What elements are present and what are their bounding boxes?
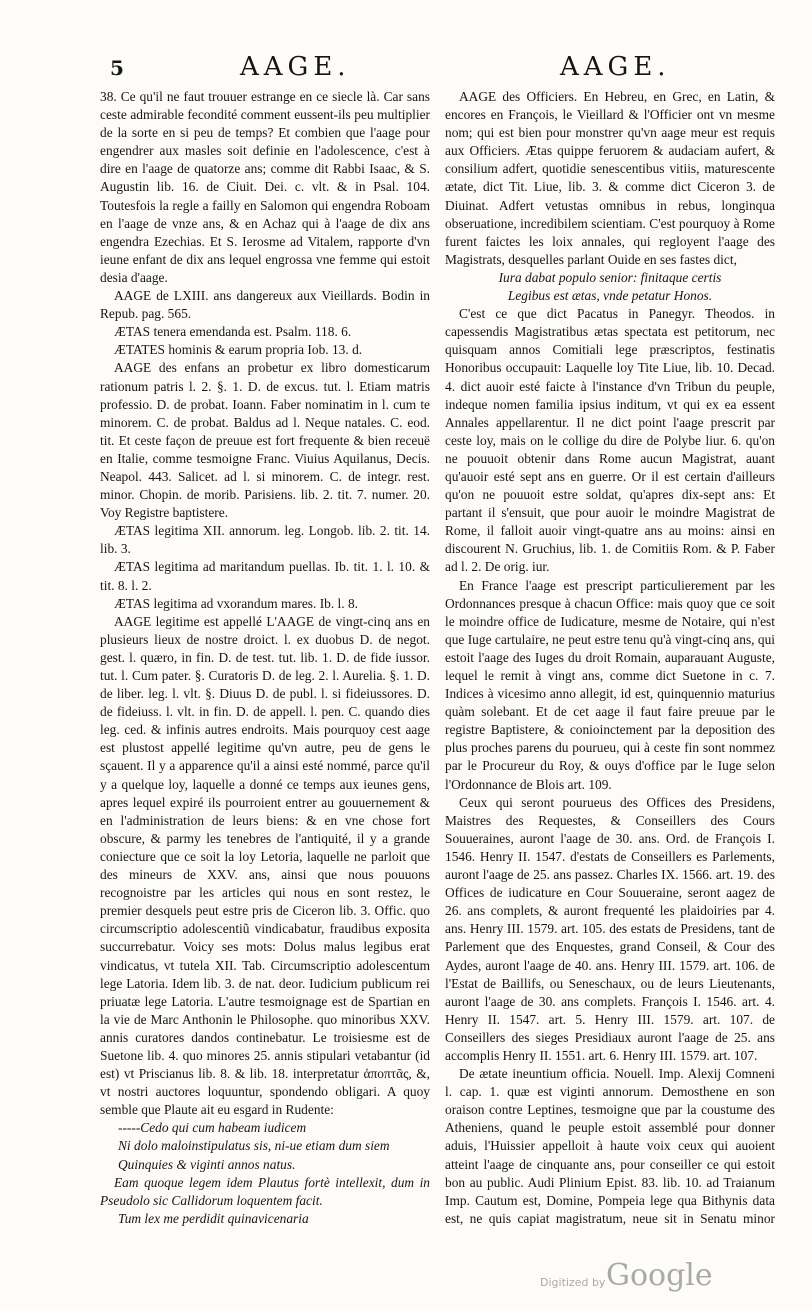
paragraph: AAGE des Officiers. En Hebreu, en Grec, en Latin, & encores en François, le Vieillard & l'Officier ont vn mesme nom; qui est bien pour monstrer qu'vn aage meur est requis aux Officiers. Ætas quippe feruorem & audaciam aufert, & consilium adfert, quotidie senescentibus vitiis, maturescente ætate, dict Tit. Liue, lib. 3. & comme dict Ciceron 3. de Diuinat. Adfert vetustas omnibus in rebus, longinqua obseruatione, incredibilem scientiam. C'est pourquoy à Rome furent faictes les loix annales, qui regloyent l'aage des Magistrats, desquelles parlant Ouide en ses fastes dict, [445,89,775,267]
verse-line: Tum lex me perdidit quinavicenaria [118,1210,309,1226]
left-column [100,88,430,1228]
watermark-prefix: Digitized by [540,1276,606,1289]
paragraph: ÆTAS legitima XII. annorum. leg. Longob. lib. 2. tit. 14. lib. 3. [100,523,430,557]
paragraph: Ceux qui seront pourueus des Offices des Presidens, Maistres des Requestes, & Conseillers des Cours Souueraines, auront l'aage de 30. ans. Ord. de François I. 1546. Henry II. 1547. d'estats de Conseillers es Parlements, auront l'aage de 25. ans passez. Charles IX. 1566. art. 19. des Offices de iudicature en Cour Souueraine, seront aagez de 26. ans complets, & auront frequenté les plaidoiries par 4. ans. Henry III. 1579. art. 105. des estats de Presidens, tant de Parlement que des Enquestes, grand Conseil, & Cour des Aydes, auront l'aage de 40. ans. Henry III. 1579. art. 106. de l'Estat de Baillifs, ou Seneschaux, ou de leurs Lieutenants, auront l'aage de 30. ans complets. François I. 1546. art. 4. Henry II. 1547. art. 5. Henry III. 1579. art. 107. de Conseillers des sieges Presidiaux auront l'aage de 25. ans accomplis Henry II. 1551. art. 6. Henry III. 1579. art. 107. [445,794,775,1063]
verse-line: -----Cedo qui cum habeam iudicem [118,1120,307,1136]
paragraph: De ætate ineuntium officia. Nouell. Imp. Alexij Comneni l. cap. 1. quæ est viginti annorum. Demosthene en son oraison contre Leptines, tesmoigne que par la coustume des Atheniens, quand le peuple estoit assemblé pour donner aduis, l'Huissier appelloit à haute voix ceux qui auoient atteint l'aage de cinquante ans, pour conseiller ce qui estoit bon au public. Audi Plinium Epist. 83. lib. 10. ad Traianum Imp. Cautum est, Domine, Pompeia lege qua Bithynis data est, ne quis capiat magistratum, neue sit in Senatu minor [445,1066,775,1226]
verse-line: Ni dolo maloinstipulatus sis, ni-ue etiam dum siem [118,1138,390,1154]
right-column [445,88,775,1228]
paragraph: AAGE de LXIII. ans dangereux aux Vieillards. Bodin in Repub. pag. 565. [100,288,430,322]
running-title-right: AAGE. [560,52,671,82]
verse-line: Iura dabat populo senior: finitaque certis [498,269,722,285]
running-header [0,42,812,90]
google-logo: Google [606,1258,713,1293]
verse-note: Eam quoque legem idem Plautus fortè intellexit, dum in Pseudolo sic Callidorum loquentem facit. [100,1174,430,1208]
paragraph: 38. Ce qu'il ne faut trouuer estrange en ce siecle là. Car sans ceste admirable fecondité comment eussent-ils peu multiplier de la sorte en si peu de temps? Et combien que l'aage pour engendrer aux masles soit definie en l'adolescence, c'est à dire en l'aage de quatorze ans; comme dit Rabbi Isaac, & S. Augustin lib. 16. de Ciuit. Dei. c. vlt. & in Psal. 104. Toutesfois la regle a failly en Salomon qui engendra Roboam en l'aage de vnze ans, & en Achaz qui à l'aage de dix ans engendra Ezechias. Et S. Ierosme ad Vitalem, rapporte d'vn ieune enfant de dix ans lequel engrossa vne femme qui estoit desia d'aage. [100,89,430,285]
paragraph: ÆTAS legitima ad maritandum puellas. Ib. tit. 1. l. 10. & tit. 8. l. 2. [100,559,430,593]
paragraph: AAGE des enfans an probetur ex libro domesticarum rationum patris l. 2. §. 1. D. de excus. tut. l. Etiam matris professio. D. de probat. Ioann. Faber nominatim in l. cum te minorem. C. de probat. Baldus ad l. Neque natales. C. eod. tit. Et ceste façon de preuue est fort frequente & bien receuë en Italie, comme tesmoigne Franc. Viuius Aquilanus, Decis. Neapol. 443. Salicet. ad l. si minorem. C. de integr. rest. minor. Chopin. de morib. Parisiens. lib. 2. tit. 7. numer. 20. Voy Registre baptistere. [100,360,430,521]
verse-line: Quinquies & viginti annos natus. [118,1156,296,1172]
paragraph: En France l'aage est prescript particulierement par les Ordonnances presque à chacun Office: mais quoy que ce soit le moindre office de Iudicature, mesme de Notaire, qui n'est que Iuge cartulaire, ne peut estre tenu qu'à vingt-cinq ans, qui estoit l'aage des Iuges du droit Romain, auparauant Auguste, lequel le remit à vingt ans, comme dict Suetone in c. 7. Indices à vicesimo anno allegit, id est, quinquennio maturius quàm solebant. Et de cet aage il faut faire preuue par le registre Baptistere, & conioinctement par la deposition des plus proches parens du pourueu, qui à ceste fin sont nommez par le Procureur du Roy, & ouys d'office par le Iuge selon l'Ordonnance de Blois art. 109. [445,577,775,792]
digitized-by-google-watermark [540,1258,713,1294]
paragraph: AAGE legitime est appellé L'AAGE de vingt-cinq ans en plusieurs lieux de nostre droict. l. ex duobus D. de negot. gest. l. quæro, in fin. D. de test. tut. lib. 1. D. de fide iussor. tut. l. Cum pater. §. Curatoris D. de leg. 2. l. Aurelia. §. 1. D. de liber. leg. l. vlt. §. Diuus D. de publ. l. si fideiussores. D. de fideiuss. l. vlt. in fin. D. de appell. l. pen. C. quando dies leg. ced. & infinis autres endroits. Mais pourquoy cest aage est plustost appellé legitime qu'vn autre, peu de gens le sçauent. Il y a apparence qu'il a ainsi esté nommé, parce qu'il y a quelque loy, laquelle a donné ce temps aux ieunes gens, apres lequel expiré ils pourroient entrer au gouuernement & en l'administration de leurs biens: & en vne chose fort obscure, & parmy les tenebres de l'antiquité, il y a grande coniecture que ce soit la loy Letoria, laquelle ne parloit que des mineurs de XXV. ans, ainsi que nous pouuons recognoistre par les articles qui nous en sont restez, le premier desquels peut estre pris de Ciceron lib. 3. Offic. quo circumscriptio adolescentiũ vindicabatur, fraudibus exposita succurrebatur. Voicy ses mots: Dolus malus legibus erat vindicatus, vt tutela XII. Tab. Circumscriptio adolescentum lege Latoria. Idem lib. 3. de nat. deor. Iudicium publicum rei priuatæ lege Latoria. L'autre tesmoignage est de Spartian en la vie de Marc Anthonin le Philosophe. quo minoribus XXV. annis curatores dandos continebatur. Le troisiesme est de Suetone lib. 4. quo minores 25. annis stipulari vetabantur (id est) vt Priscianus lib. 8. & lib. 18. interpretatur ἀποπτᾶς, &, vt nostri auctores loquuntur, spondendo obligari. A quoy semble que Plaute ait eu esgard in Rudente: [100,613,430,1118]
paragraph: C'est ce que dict Pacatus in Panegyr. Theodos. in capessendis Magistratibus ætas spectata est petitorum, nec quisquam annos Comitiali lege præscriptos, festinatis Honoribus occupauit: Laquelle loy Tite Liue, lib. 10. Decad. 4. dict auoir esté faicte à l'instance d'vn Tribun du peuple, indeque nomen familia ipsius inditum, vt qui ex ea essent Annales appellarentur. Il ne dict point l'aage prescrit par ceste loy, mais on le collige du dire de Polybe liur. 6. qu'on ne pouuoit obtenir dans Rome aucun Magistrat, auant qu'auoir esté sept ans en guerre. Or il est certain d'ailleurs qu'on ne pouuoit estre soldat, qu'apres dix-sept ans: Et partant il s'ensuit, que pour auoir le moindre Magistrat de Rome, il falloit auoir vingt-quatre ans au moins: ainsi en discourent N. Gruchius, lib. 1. de Comitiis Rom. & P. Faber ad l. 2. De orig. iur. [445,306,775,575]
paragraph: ÆTAS legitima ad vxorandum mares. Ib. l. 8. [114,595,359,611]
page-number: 5 [110,56,124,80]
running-title-left: AAGE. [240,52,351,82]
verse-line: Legibus est ætas, vnde petatur Honos. [507,288,713,304]
paragraph: ÆTATES hominis & earum propria Iob. 13. d. [114,342,363,358]
paragraph: ÆTAS tenera emendanda est. Psalm. 118. 6. [114,324,352,340]
